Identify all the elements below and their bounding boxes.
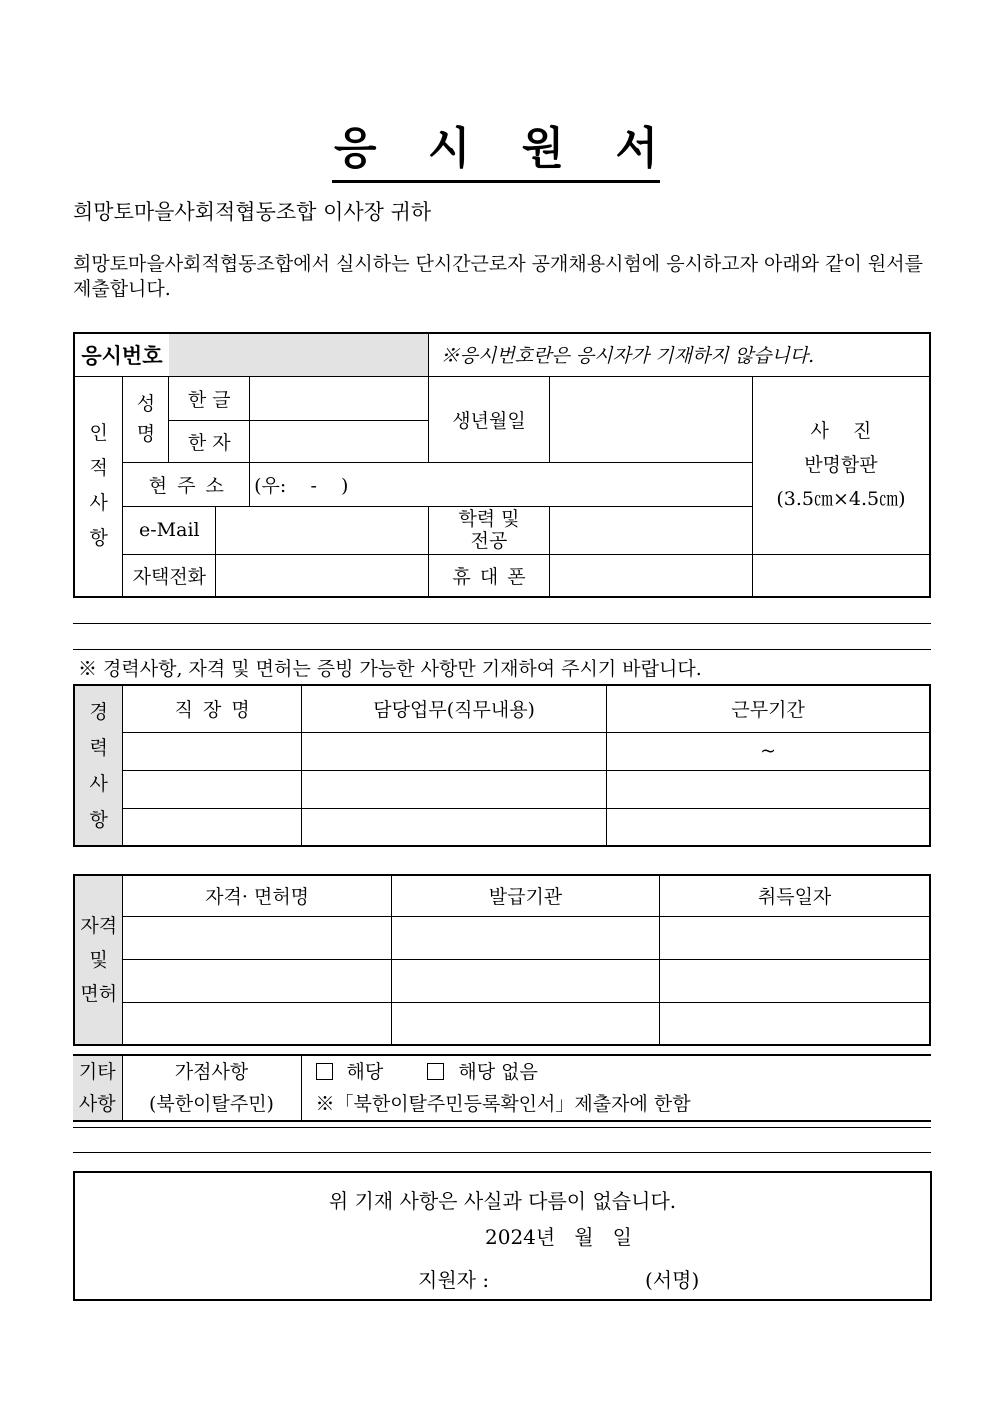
photo-size-label: 반명함판: [804, 454, 878, 476]
license-header-date: 취득일자: [660, 875, 930, 916]
divider-line: [73, 649, 931, 650]
other-label: 기타 사항: [73, 1055, 122, 1121]
checkbox-applicable[interactable]: [316, 1063, 333, 1080]
license-header-issuer: 발급기관: [391, 875, 659, 916]
career-duties-field[interactable]: [302, 808, 607, 846]
name-label: 성 명: [123, 376, 169, 462]
bonus-points-options: [301, 1055, 931, 1121]
career-period-field[interactable]: [607, 770, 930, 808]
address-label: 현 주 소: [123, 462, 250, 506]
career-label: 경 력 사 항: [74, 685, 123, 846]
hanja-name-label: 한 자: [169, 420, 250, 462]
applicant-label: 지원자 :: [418, 1268, 490, 1292]
license-name-field[interactable]: [123, 959, 391, 1002]
license-date-field[interactable]: [660, 916, 930, 959]
education-label: 학력 및 전공: [428, 506, 550, 554]
divider-line: [73, 1127, 931, 1128]
hanja-name-field[interactable]: [250, 420, 429, 462]
license-date-field[interactable]: [660, 1002, 930, 1045]
form-title: 응 시 원 서: [0, 112, 992, 183]
signature-label: (서명): [645, 1268, 700, 1292]
mobile-label: 휴 대 폰: [428, 554, 550, 597]
career-company-field[interactable]: [123, 732, 302, 770]
license-label: 자격 및 면허: [74, 875, 123, 1045]
license-name-field[interactable]: [123, 1002, 391, 1045]
license-date-field[interactable]: [660, 959, 930, 1002]
career-company-field[interactable]: [123, 770, 302, 808]
career-header-company: 직 장 명: [123, 685, 302, 732]
license-header-name: 자격· 면허명: [123, 875, 391, 916]
address-field[interactable]: (우: - ): [250, 462, 753, 506]
career-header-period: 근무기간: [607, 685, 930, 732]
option-applicable-label: 해당: [346, 1061, 384, 1083]
korean-name-label: 한 글: [169, 376, 250, 420]
career-header-duties: 담당업무(직무내용): [302, 685, 607, 732]
birth-date-label: 생년월일: [428, 376, 550, 462]
career-company-field[interactable]: [123, 808, 302, 846]
declaration-statement: 위 기재 사항은 사실과 다름이 없습니다.: [328, 1189, 677, 1213]
intro-text: 희망토마을사회적협동조합에서 실시하는 단시간근로자 공개채용시험에 응시하고자 아래와 같이 원서를 제출합니다.: [73, 253, 923, 300]
career-period-field[interactable]: [607, 808, 930, 846]
personal-info-label: 인 적 사 항: [74, 376, 123, 597]
license-name-field[interactable]: [123, 916, 391, 959]
career-table: [73, 684, 931, 847]
mobile-field[interactable]: [550, 554, 752, 597]
photo-label: 사 진: [810, 420, 872, 442]
exam-number-label: 응시번호: [74, 333, 169, 376]
korean-name-field[interactable]: [250, 376, 429, 420]
email-label: e-Mail: [123, 506, 216, 554]
photo-box: [752, 376, 930, 554]
home-phone-label: 자택전화: [123, 554, 216, 597]
career-duties-field[interactable]: [302, 770, 607, 808]
photo-box-bottom: [752, 554, 930, 597]
career-period-field[interactable]: ~: [607, 732, 930, 770]
applicant-table: [73, 332, 931, 598]
option-not-applicable-label: 해당 없음: [458, 1061, 538, 1083]
checkbox-not-applicable[interactable]: [427, 1063, 444, 1080]
email-field[interactable]: [216, 506, 428, 554]
declaration-box: [73, 1171, 932, 1301]
license-issuer-field[interactable]: [391, 959, 659, 1002]
bonus-points-label: [122, 1055, 301, 1121]
career-duties-field[interactable]: [302, 732, 607, 770]
exam-number-note: ※응시번호란은 응시자가 기재하지 않습니다.: [428, 333, 930, 376]
photo-dimensions: (3.5㎝×4.5㎝): [776, 488, 906, 510]
education-field[interactable]: [550, 506, 752, 554]
license-issuer-field[interactable]: [391, 916, 659, 959]
license-issuer-field[interactable]: [391, 1002, 659, 1045]
bonus-points-sub: (북한이탈주민): [149, 1093, 274, 1115]
license-table: [73, 874, 931, 1046]
bonus-points-note: ※「북한이탈주민등록확인서」제출자에 한함: [315, 1093, 691, 1115]
home-phone-field[interactable]: [216, 554, 428, 597]
other-table: [73, 1054, 931, 1122]
declaration-date: 2024년 월 일: [485, 1225, 633, 1249]
bonus-points-title: 가점사항: [174, 1061, 249, 1083]
addressee: 희망토마을사회적협동조합 이사장 귀하: [73, 200, 432, 224]
career-note: ※ 경력사항, 자격 및 면허는 증빙 가능한 사항만 기재하여 주시기 바랍니다.: [78, 658, 702, 680]
divider-line: [73, 1152, 931, 1153]
exam-number-field: [169, 333, 428, 376]
birth-date-field[interactable]: [550, 376, 752, 462]
divider-line: [73, 623, 931, 624]
